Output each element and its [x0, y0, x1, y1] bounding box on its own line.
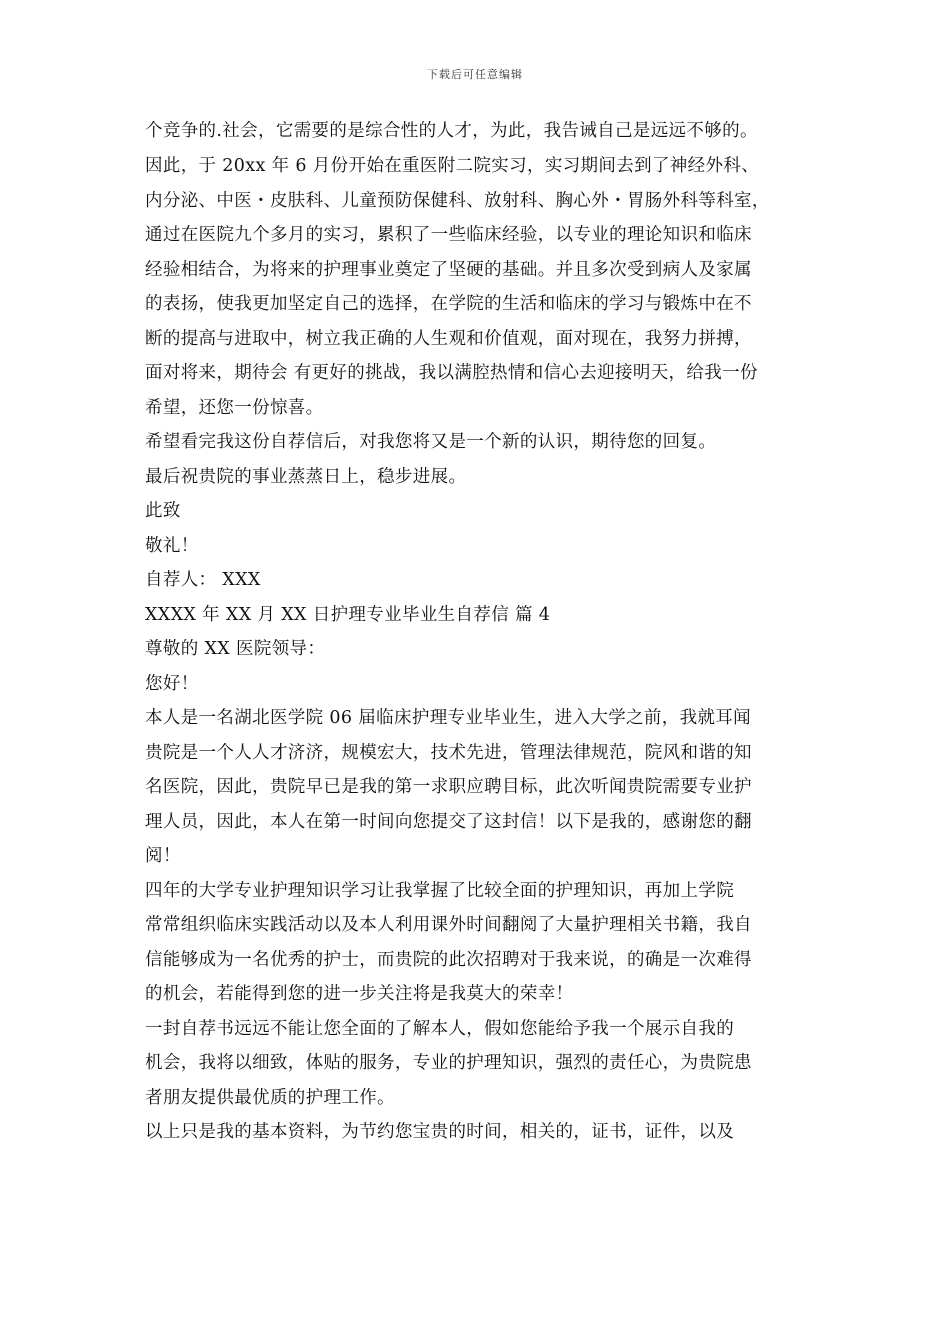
- text-line: 个竞争的.社会，它需要的是综合性的人才，为此，我告诫自己是远远不够的。: [145, 121, 758, 141]
- text-line: 此致: [145, 501, 181, 521]
- text-line: 通过在医院九个多月的实习，累积了一些临床经验，以专业的理论知识和临床: [145, 225, 752, 245]
- text-line: 希望，还您一份惊喜。: [145, 398, 324, 418]
- text-line: XXXX 年 XX 月 XX 日护理专业毕业生自荐信 篇 4: [145, 605, 551, 625]
- text-line: 内分泌、中医・皮肤科、儿童预防保健科、放射科、胸心外・胃肠外科等科室，: [145, 191, 770, 211]
- text-line: 名医院，因此，贵院早已是我的第一求职应聘目标，此次听闻贵院需要专业护: [145, 777, 752, 797]
- text-line: 机会，我将以细致，体贴的服务，专业的护理知识，强烈的责任心，为贵院患: [145, 1053, 752, 1073]
- text-line: 一封自荐书远远不能让您全面的了解本人，假如您能给予我一个展示自我的: [145, 1019, 735, 1039]
- text-line: 理人员，因此，本人在第一时间向您提交了这封信！以下是我的，感谢您的翻: [145, 812, 752, 832]
- text-line: 最后祝贵院的事业蒸蒸日上，稳步进展。: [145, 467, 467, 487]
- text-line: 贵院是一个人人才济济，规模宏大，技术先进，管理法律规范，院风和谐的知: [145, 743, 752, 763]
- page-header: 下载后可任意编辑: [427, 68, 523, 81]
- text-line: 您好！: [145, 674, 199, 694]
- text-line: 断的提高与进取中，树立我正确的人生观和价值观，面对现在，我努力拼搏，: [145, 329, 752, 349]
- text-line: 敬礼！: [145, 536, 199, 556]
- text-line: 面对将来，期待会 有更好的挑战，我以满腔热情和信心去迎接明天，给我一份: [145, 363, 758, 383]
- text-line: 的机会，若能得到您的进一步关注将是我莫大的荣幸！: [145, 984, 574, 1004]
- text-line: 常常组织临床实践活动以及本人利用课外时间翻阅了大量护理相关书籍，我自: [145, 915, 752, 935]
- text-line: 信能够成为一名优秀的护士，而贵院的此次招聘对于我来说，的确是一次难得: [145, 950, 752, 970]
- text-line: 阅！: [145, 846, 181, 866]
- text-line: 的表扬，使我更加坚定自己的选择，在学院的生活和临床的学习与锻炼中在不: [145, 294, 752, 314]
- text-line: 尊敬的 XX 医院领导：: [145, 639, 326, 659]
- text-line: 者朋友提供最优质的护理工作。: [145, 1088, 395, 1108]
- text-line: 因此，于 20xx 年 6 月份开始在重医附二院实习，实习期间去到了神经外科、: [145, 156, 760, 176]
- text-line: 以上只是我的基本资料，为节约您宝贵的时间，相关的，证书，证件，以及: [145, 1122, 735, 1142]
- text-line: 本人是一名湖北医学院 06 届临床护理专业毕业生，进入大学之前，我就耳闻: [145, 708, 751, 728]
- text-line: 希望看完我这份自荐信后，对我您将又是一个新的认识，期待您的回复。: [145, 432, 717, 452]
- text-line: 四年的大学专业护理知识学习让我掌握了比较全面的护理知识，再加上学院: [145, 881, 735, 901]
- text-line: 自荐人： XXX: [145, 570, 261, 590]
- text-line: 经验相结合，为将来的护理事业奠定了坚硬的基础。并且多次受到病人及家属: [145, 260, 752, 280]
